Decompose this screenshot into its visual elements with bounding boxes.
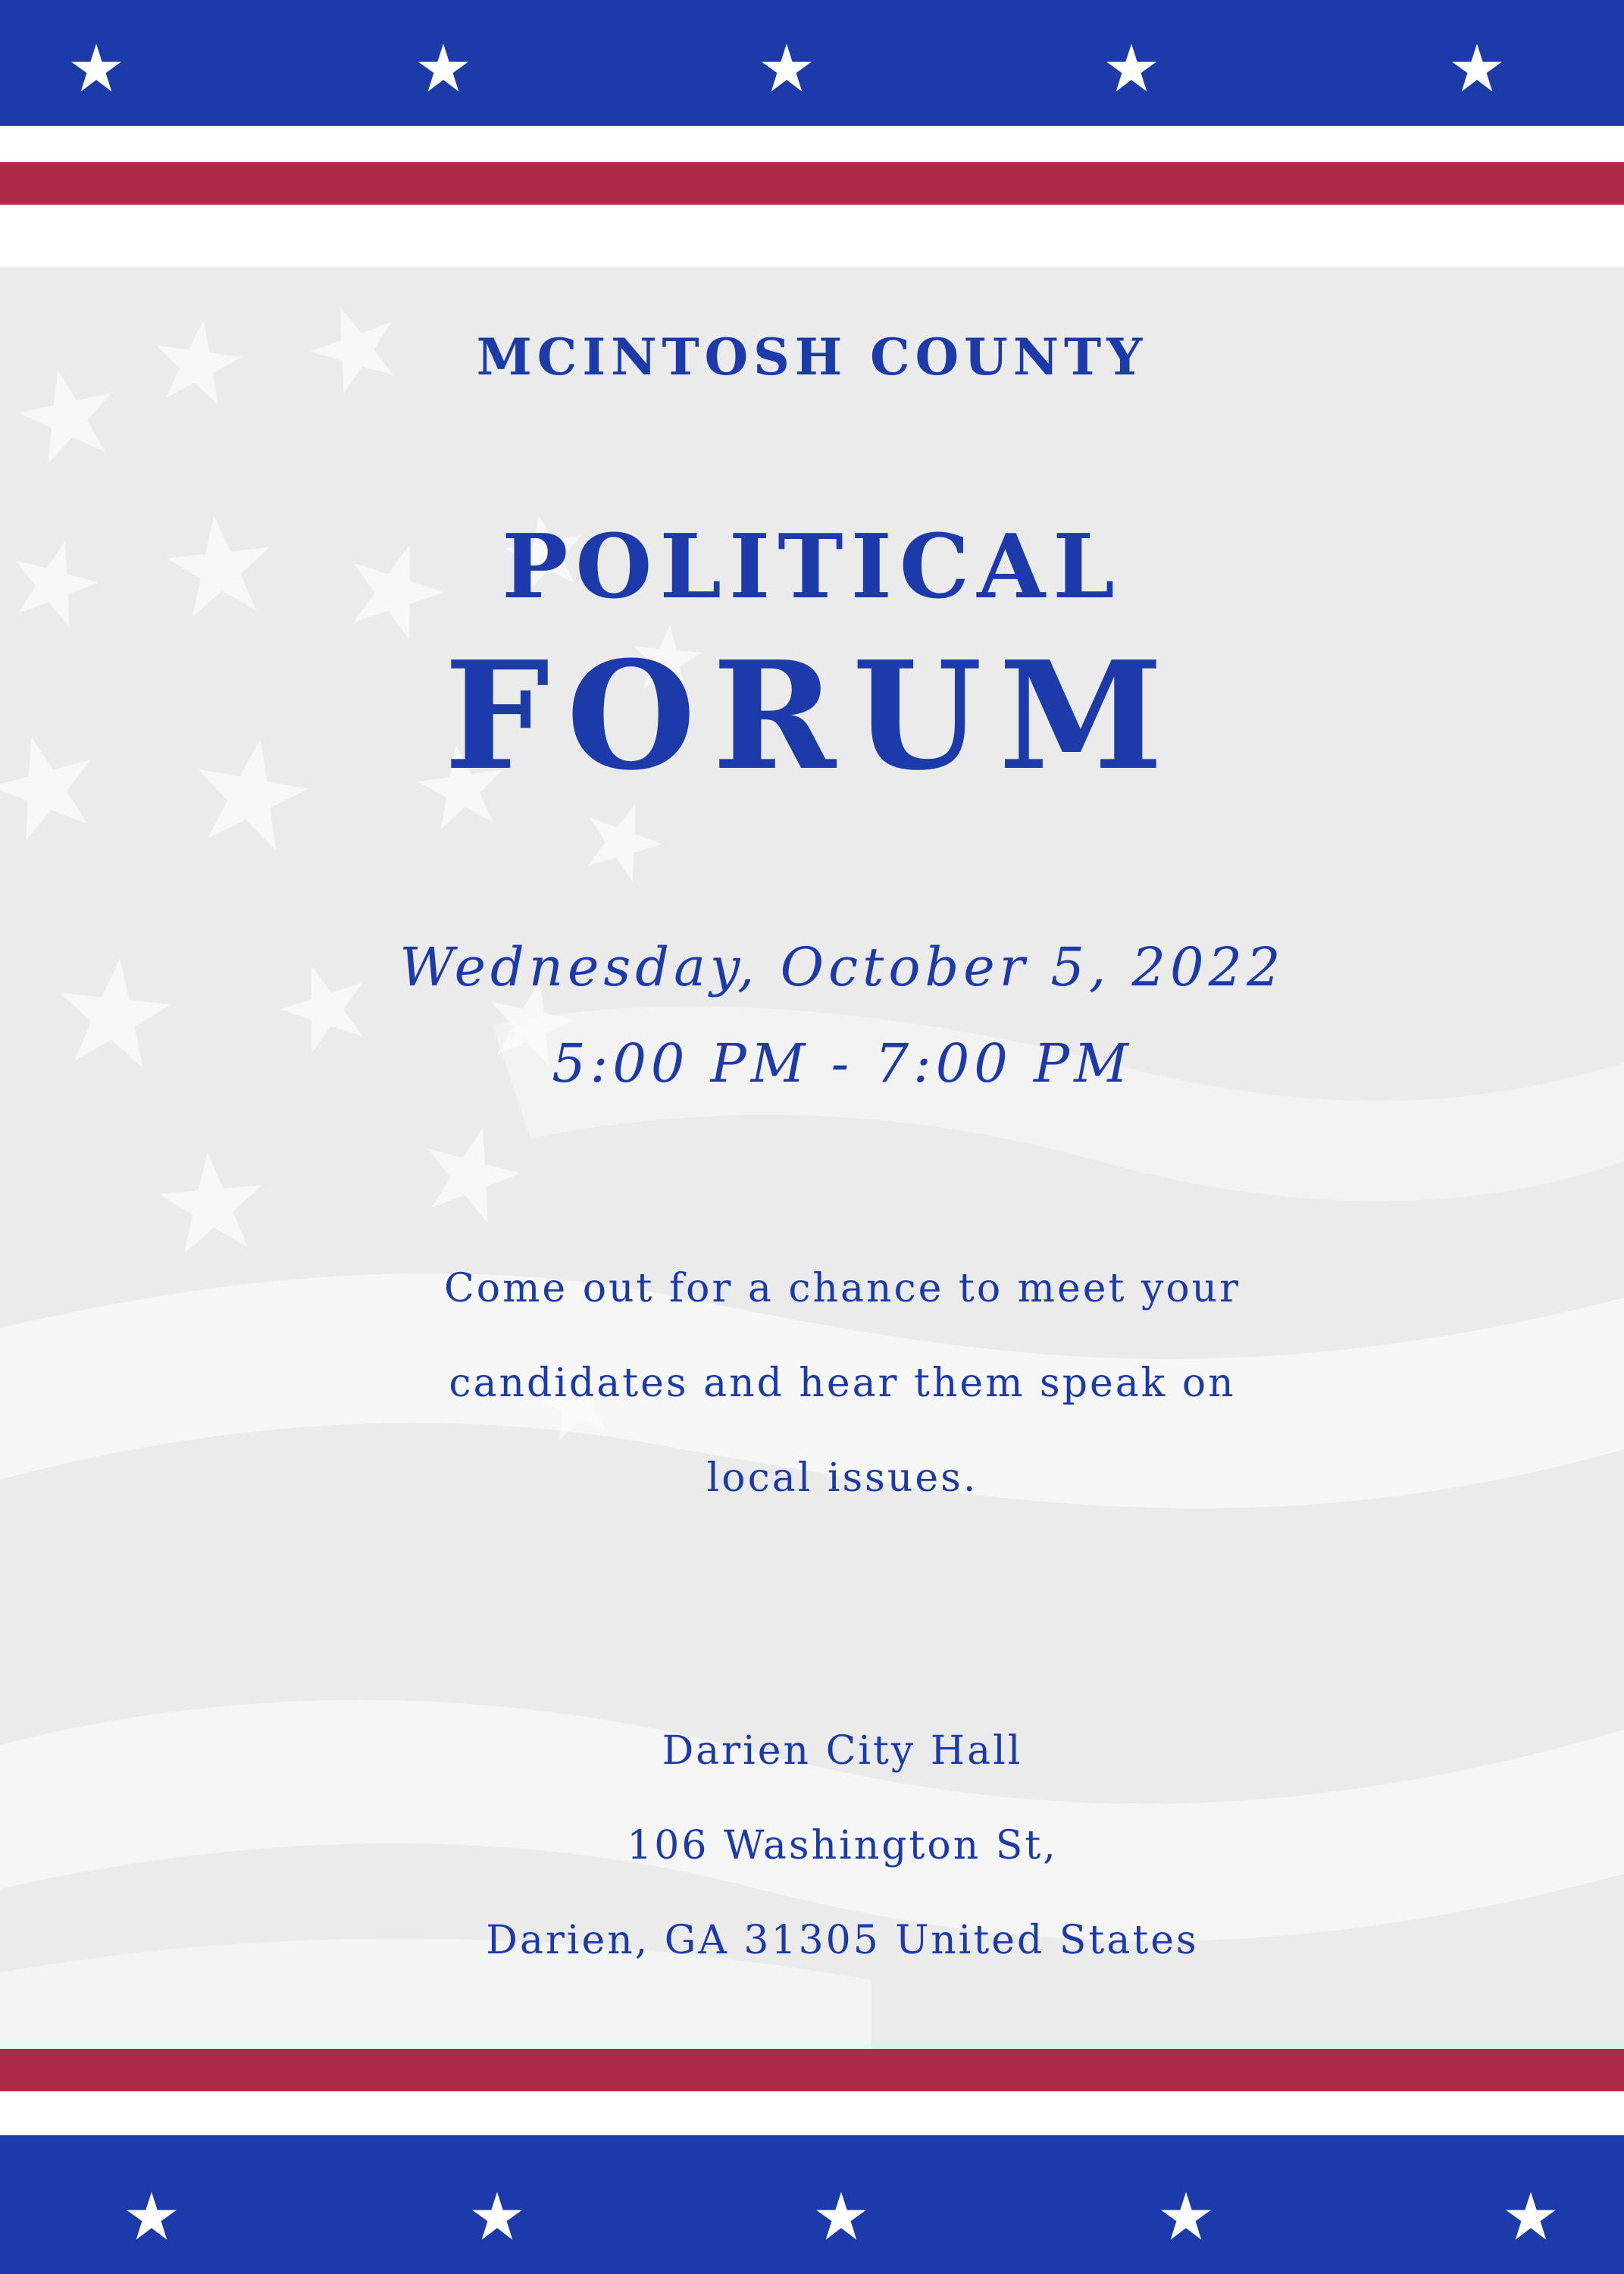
star-icon [471, 2190, 524, 2243]
top-blue-band [0, 0, 1624, 126]
star-icon [1105, 42, 1158, 95]
star-icon [125, 2190, 178, 2243]
top-red-stripe [0, 162, 1624, 205]
venue-street: 106 Washington St, [627, 1823, 1058, 1868]
star-icon [417, 42, 470, 95]
star-icon [815, 2190, 868, 2243]
venue-name: Darien City Hall [662, 1728, 1023, 1774]
title-political: POLITICAL [502, 515, 1122, 619]
description-line: local issues. [706, 1455, 978, 1501]
star-icon [1450, 42, 1504, 95]
venue-city: Darien, GA 31305 United States [486, 1918, 1199, 1963]
event-date: Wednesday, October 5, 2022 [399, 936, 1285, 998]
star-icon [1159, 2190, 1213, 2243]
description-line: Come out for a chance to meet your [444, 1266, 1241, 1311]
bottom-blue-band [0, 2135, 1624, 2274]
county-name: MCINTOSH COUNTY [476, 327, 1148, 387]
description-line: candidates and hear them speak on [449, 1361, 1236, 1406]
star-icon [1504, 2190, 1557, 2243]
star-icon [760, 42, 813, 95]
title-forum: FORUM [444, 629, 1180, 803]
star-icon [70, 42, 123, 95]
event-time: 5:00 PM - 7:00 PM [552, 1032, 1133, 1095]
bottom-red-stripe [0, 2049, 1624, 2091]
